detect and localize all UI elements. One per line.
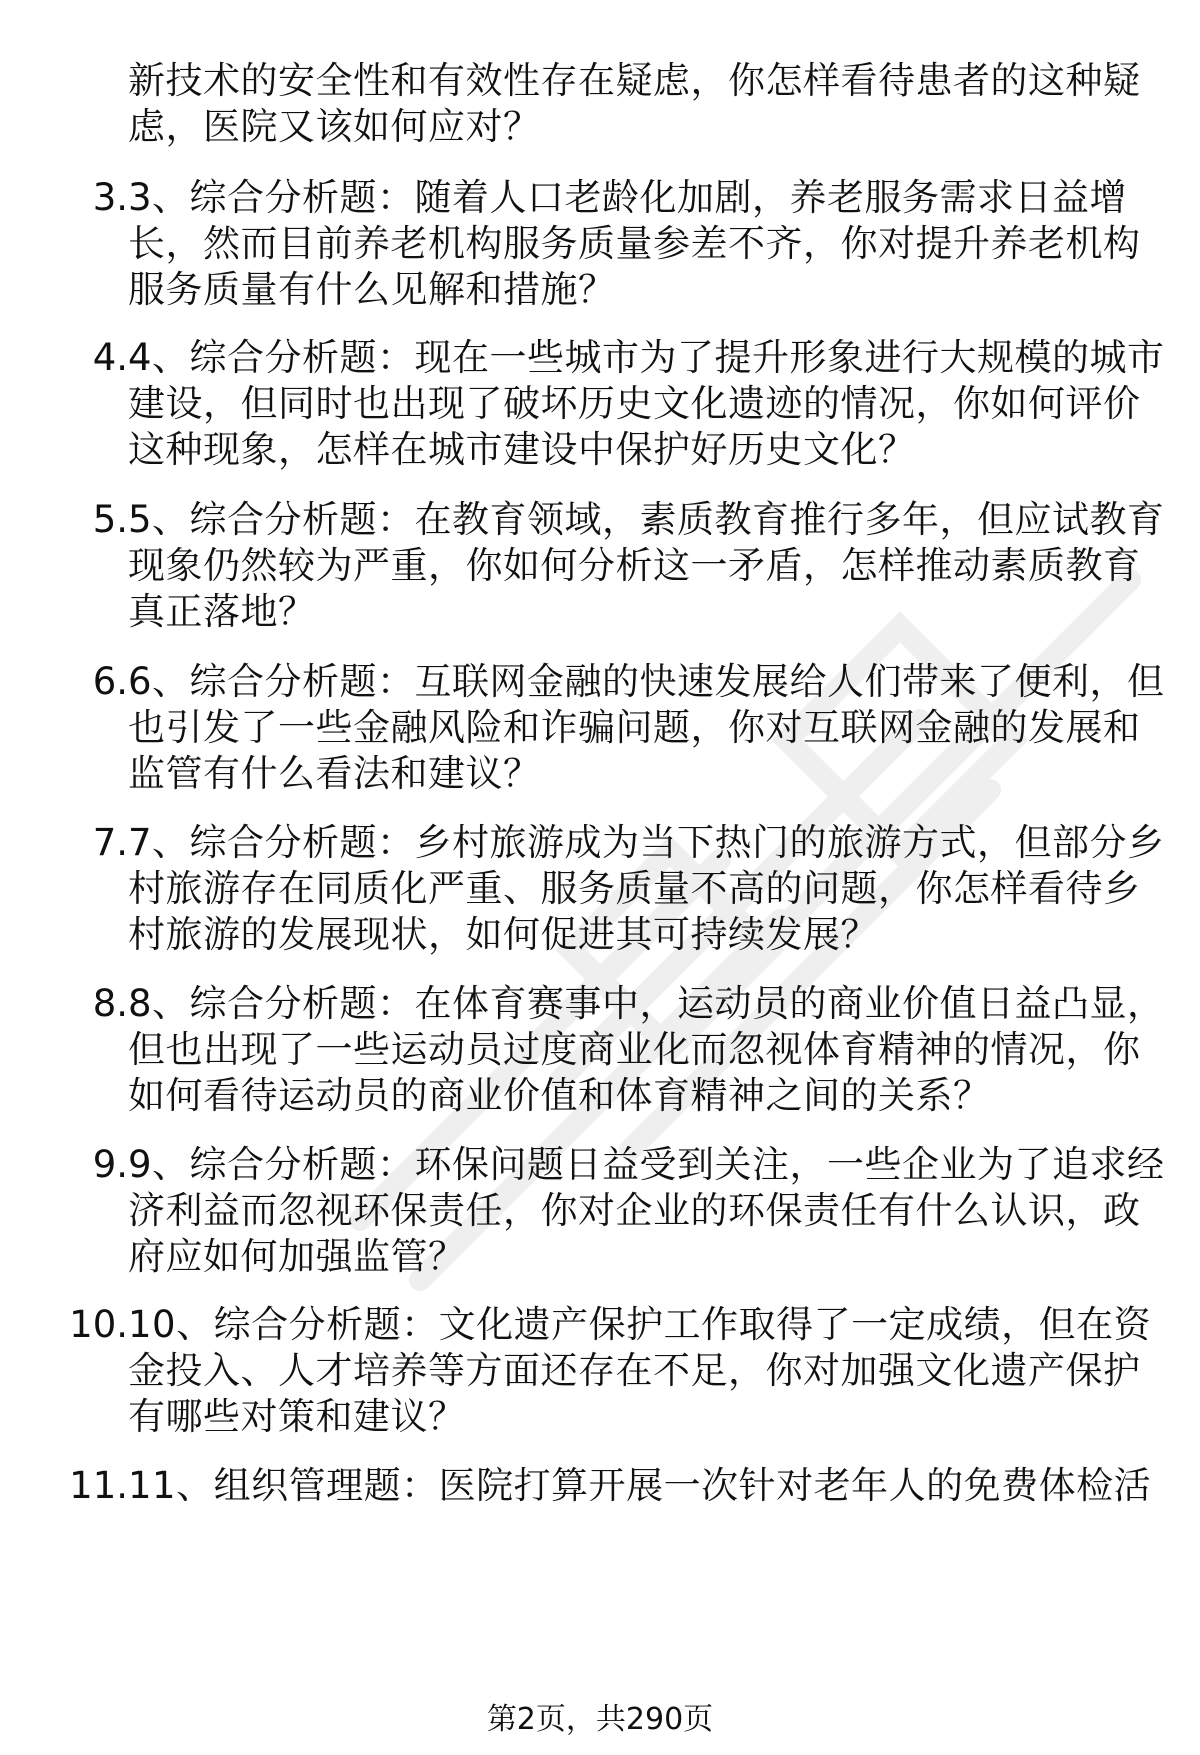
- question-number: 9.: [92, 1143, 128, 1186]
- question-number: 11.: [69, 1464, 128, 1507]
- question-text: 5、综合分析题：在教育领域，素质教育推行多年，但应试教育现象仍然较为严重，你如何分析这一矛盾，怎样推动素质教育真正落地？: [128, 498, 1165, 633]
- question-text: 6、综合分析题：互联网金融的快速发展给人们带来了便利，但也引发了一些金融风险和诈骗问题，你对互联网金融的发展和监管有什么看法和建议？: [128, 660, 1165, 795]
- question-number: 4.: [92, 336, 128, 379]
- question-number: 7.: [92, 821, 128, 864]
- question-number: 3.: [92, 176, 128, 219]
- continuation-paragraph: 新技术的安全性和有效性存在疑虑，你怎样看待患者的这种疑虑，医院又该如何应对？: [128, 59, 1141, 148]
- question-text: 7、综合分析题：乡村旅游成为当下热门的旅游方式，但部分乡村旅游存在同质化严重、服务质量不高的问题，你怎样看待乡村旅游的发展现状，如何促进其可持续发展？: [128, 821, 1165, 956]
- question-text: 11、组织管理题：医院打算开展一次针对老年人的免费体检活: [128, 1464, 1152, 1507]
- question-number: 6.: [92, 660, 128, 703]
- page-footer: 第2页，共290页: [486, 1702, 714, 1737]
- question-text: 3、综合分析题：随着人口老龄化加剧，养老服务需求日益增长，然而目前养老机构服务质量参差不齐，你对提升养老机构服务质量有什么见解和措施？: [128, 176, 1141, 311]
- question-text: 4、综合分析题：现在一些城市为了提升形象进行大规模的城市建设，但同时也出现了破坏历史文化遗迹的情况，你如何评价这种现象，怎样在城市建设中保护好历史文化？: [128, 336, 1165, 471]
- question-text: 8、综合分析题：在体育赛事中，运动员的商业价值日益凸显，但也出现了一些运动员过度商业化而忽视体育精神的情况，你如何看待运动员的商业价值和体育精神之间的关系？: [128, 982, 1165, 1117]
- question-number: 5.: [92, 498, 128, 541]
- question-number: 10.: [69, 1303, 128, 1346]
- question-number: 8.: [92, 982, 128, 1025]
- question-text: 10、综合分析题：文化遗产保护工作取得了一定成绩，但在资金投入、人才培养等方面还存在不足，你对加强文化遗产保护有哪些对策和建议？: [128, 1303, 1152, 1438]
- question-text: 9、综合分析题：环保问题日益受到关注，一些企业为了追求经济利益而忽视环保责任，你对企业的环保责任有什么认识，政府应如何加强监管？: [128, 1143, 1165, 1278]
